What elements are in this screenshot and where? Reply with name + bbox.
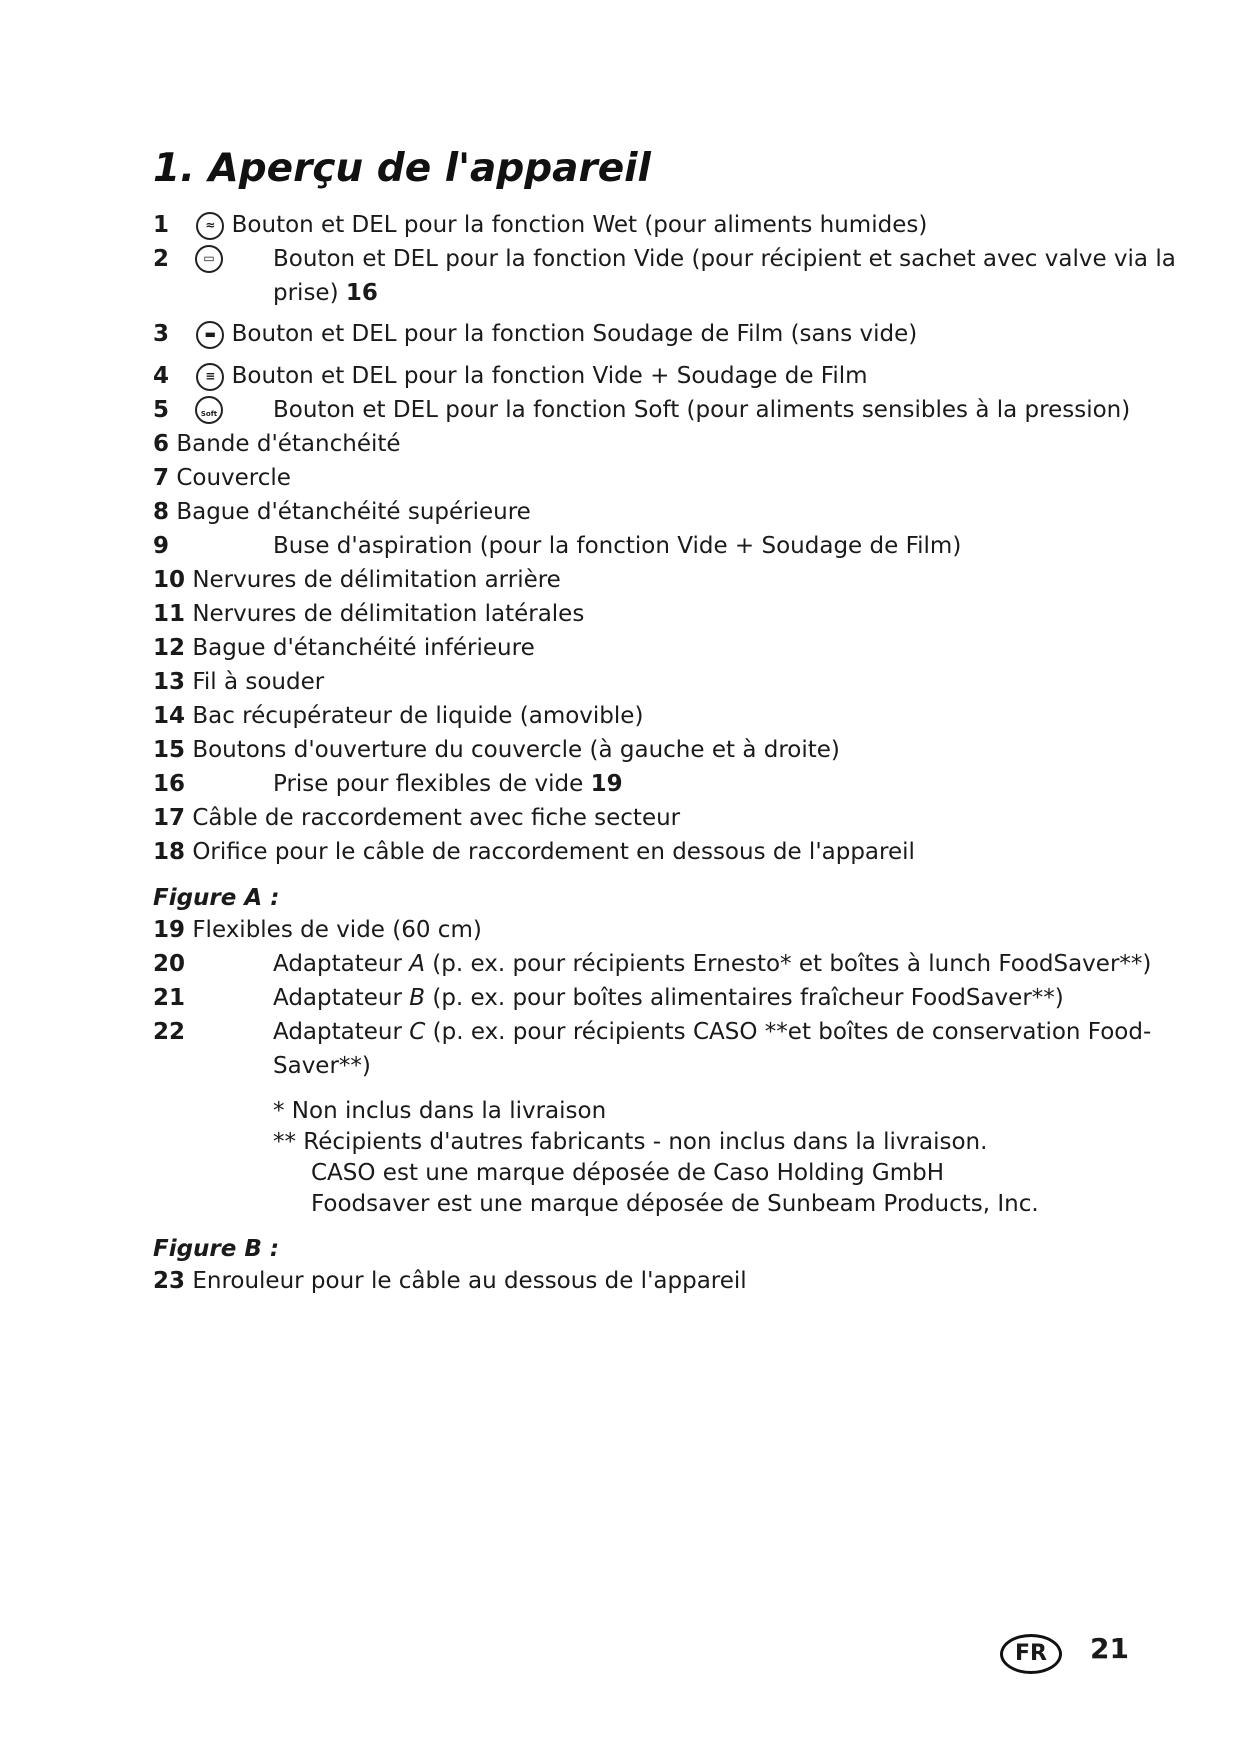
- item-number: 11: [153, 601, 186, 627]
- soft-icon: Soft: [195, 396, 223, 424]
- list-item: [153, 631, 535, 665]
- item-text: Prise pour flexibles de vide: [273, 771, 584, 797]
- item-text-continued: prise) 16: [273, 280, 378, 306]
- item-text: Bouton et DEL pour la fonction Wet (pour aliments humides): [231, 212, 928, 238]
- item-text: Bague d'étanchéité supérieure: [176, 499, 531, 525]
- item-number: 20: [153, 951, 186, 977]
- item-text: Bouton et DEL pour la fonction Soudage de Film (sans vide): [231, 321, 918, 347]
- list-item: [153, 665, 324, 699]
- item-text: Nervures de délimitation latérales: [192, 601, 585, 627]
- vacuum-container-icon: ▭: [195, 245, 223, 273]
- item-text: Bande d'étanchéité: [176, 431, 401, 457]
- item-number: 18: [153, 839, 186, 865]
- seal-film-icon: ▬: [196, 321, 224, 349]
- list-item: [153, 317, 917, 351]
- item-number: 2: [153, 246, 170, 272]
- item-number: 21: [153, 985, 186, 1011]
- list-item: [153, 563, 561, 597]
- page-number: 21: [1090, 1632, 1129, 1665]
- item-number: 14: [153, 703, 186, 729]
- item-text: Bouton et DEL pour la fonction Soft (pour aliments sensibles à la pression): [273, 397, 1131, 423]
- item-text-wrapper: Adaptateur A (p. ex. pour récipients Ernesto* et boîtes à lunch FoodSaver**): [273, 951, 1152, 977]
- item-number: 6: [153, 431, 170, 457]
- item-number: 10: [153, 567, 186, 593]
- item-number: 1: [153, 212, 170, 238]
- item-text-wrapper: [273, 767, 623, 801]
- item-text: Bouton et DEL pour la fonction Vide + Soudage de Film: [231, 363, 868, 389]
- item-text: Bague d'étanchéité inférieure: [192, 635, 535, 661]
- list-item: [153, 359, 868, 393]
- item-number: 15: [153, 737, 186, 763]
- list-item: [153, 597, 584, 631]
- footnote: Foodsaver est une marque déposée de Sunbeam Products, Inc.: [311, 1191, 1039, 1217]
- item-text: Orifice pour le câble de raccordement en dessous de l'appareil: [192, 839, 915, 865]
- item-number: 12: [153, 635, 186, 661]
- list-item: [153, 495, 531, 529]
- item-number: 3: [153, 321, 170, 347]
- item-number: 8: [153, 499, 170, 525]
- item-text: Buse d'aspiration (pour la fonction Vide + Soudage de Film): [273, 533, 962, 559]
- item-text: Bac récupérateur de liquide (amovible): [192, 703, 644, 729]
- list-item: [153, 1264, 747, 1298]
- footnote: CASO est une marque déposée de Caso Holding GmbH: [311, 1160, 945, 1186]
- wet-icon: ≈: [196, 212, 224, 240]
- item-number: 23: [153, 1268, 186, 1294]
- item-text: Bouton et DEL pour la fonction Vide (pour récipient et sachet avec valve via la: [273, 246, 1176, 272]
- item-number: 9: [153, 533, 170, 559]
- item-number: 17: [153, 805, 186, 831]
- language-badge: FR: [1000, 1634, 1062, 1674]
- adapter-letter: B: [409, 985, 426, 1011]
- item-text-wrapper: Adaptateur C (p. ex. pour récipients CASO **et boîtes de conservation Food-: [273, 1019, 1152, 1045]
- item-reference: 19: [590, 771, 623, 797]
- list-item: [153, 733, 840, 767]
- item-text: Couvercle: [176, 465, 291, 491]
- item-text: Fil à souder: [192, 669, 325, 695]
- item-text: Flexibles de vide (60 cm): [192, 917, 482, 943]
- item-number: 4: [153, 363, 170, 389]
- item-number: 16: [153, 771, 186, 797]
- figure-b-heading: Figure B :: [153, 1236, 280, 1262]
- item-number: 7: [153, 465, 170, 491]
- list-item: [153, 801, 680, 835]
- list-item: [153, 427, 401, 461]
- footnote: * Non inclus dans la livraison: [273, 1098, 607, 1124]
- vacuum-seal-icon: ≡: [196, 363, 224, 391]
- list-item: [153, 913, 482, 947]
- figure-a-heading: Figure A :: [153, 885, 280, 911]
- item-text: Boutons d'ouverture du couvercle (à gauche et à droite): [192, 737, 840, 763]
- item-number: 22: [153, 1019, 186, 1045]
- item-number: 13: [153, 669, 186, 695]
- item-reference: 16: [345, 280, 378, 306]
- adapter-letter: A: [409, 951, 425, 977]
- list-item: [153, 461, 291, 495]
- item-text: Câble de raccordement avec fiche secteur: [192, 805, 681, 831]
- list-item: [153, 242, 1176, 310]
- list-item: [153, 835, 915, 869]
- page-title: 1. Aperçu de l'appareil: [153, 146, 651, 191]
- item-text-continued: Saver**): [273, 1053, 371, 1079]
- list-item: [153, 699, 643, 733]
- item-number: 5: [153, 397, 170, 423]
- item-text: Nervures de délimitation arrière: [192, 567, 561, 593]
- item-text-wrapper: Adaptateur B (p. ex. pour boîtes alimentaires fraîcheur FoodSaver**): [273, 985, 1064, 1011]
- footnote: ** Récipients d'autres fabricants - non inclus dans la livraison.: [273, 1129, 988, 1155]
- adapter-letter: C: [409, 1019, 426, 1045]
- list-item: [153, 1015, 1152, 1083]
- item-text: Enrouleur pour le câble au dessous de l'appareil: [192, 1268, 747, 1294]
- list-item: [153, 208, 927, 242]
- item-number: 19: [153, 917, 186, 943]
